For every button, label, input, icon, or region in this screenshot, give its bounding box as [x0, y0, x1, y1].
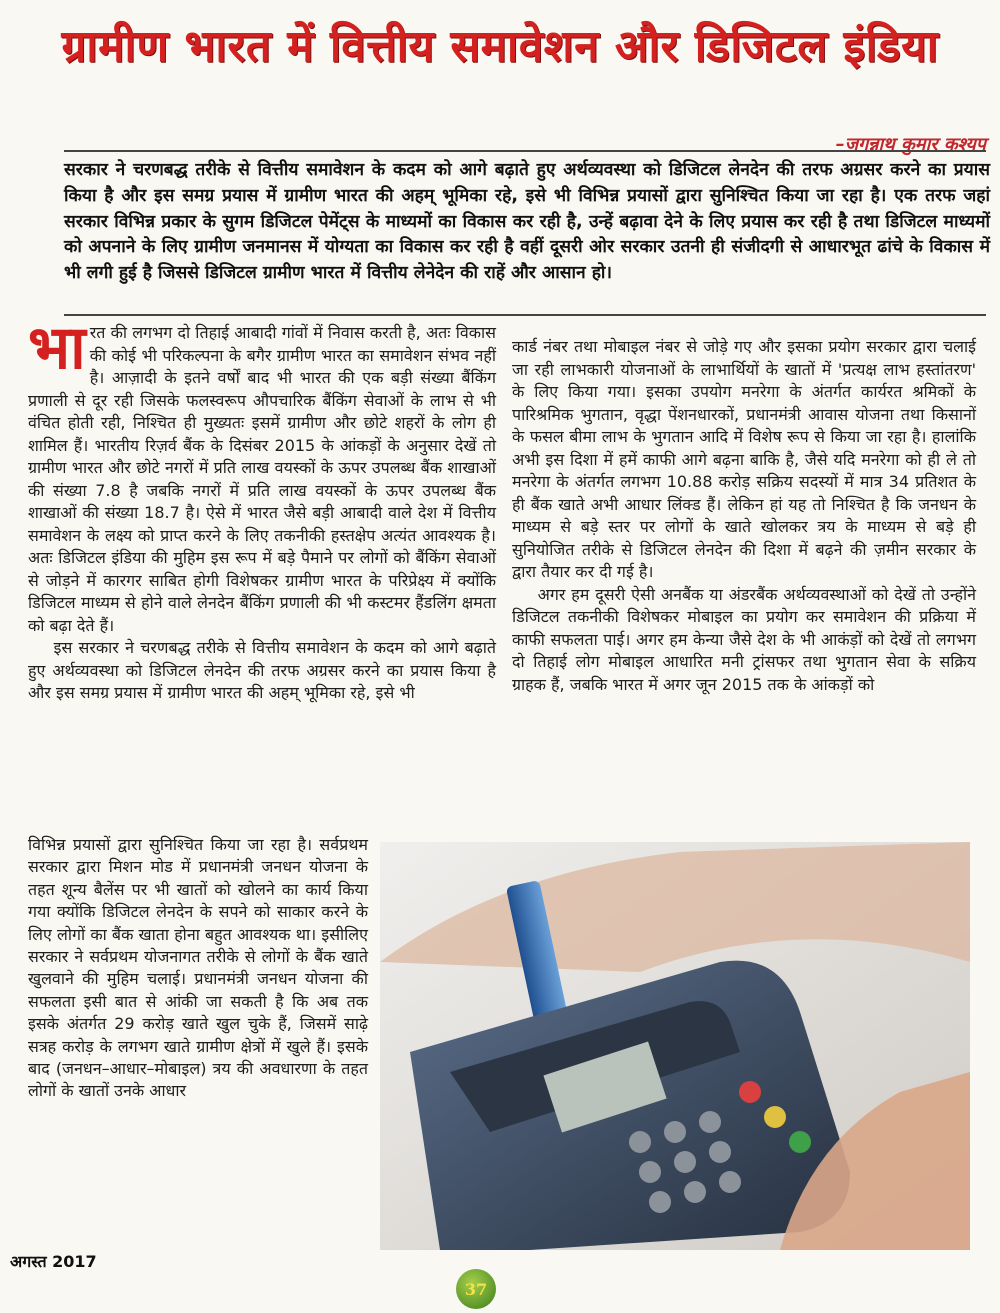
left-paragraph-2: इस सरकार ने चरणबद्ध तरीके से वित्तीय समावेशन के कदम को आगे बढ़ाते हुए अर्थव्यवस्था को डिजिटल लेनदेन की तरफ अग्रसर करने का प्रयास किया है और इस समग्र प्रयास में ग्रामीण भारत की अहम् भूमिका रहे, इसे भी — [28, 638, 496, 702]
page-number-badge: 37 — [456, 1269, 496, 1309]
author-byline: –जगन्नाथ कुमार कश्यप — [835, 134, 986, 155]
lead-paragraph: सरकार ने चरणबद्ध तरीके से वित्तीय समावेशन के कदम को आगे बढ़ाते हुए अर्थव्यवस्था को डिजिटल लेनदेन की तरफ अग्रसर करने का प्रयास किया है और इस समग्र प्रयास में ग्रामीण भारत की अहम् भूमिका रहे, इसे भी विभिन्न प्रयासों द्वारा सुनिश्चित किया जा रहा है। एक तरफ जहां सरकार विभिन्न प्रकार के सुगम डिजिटल पेमेंट्स के माध्यमों का विकास कर रही है, उन्हें बढ़ावा देने के लिए प्रयास कर रही है तथा डिजिटल माध्यमों को अपनाने के लिए ग्रामीण जनमानस में योग्यता का विकास कर रही है वहीं दूसरी ओर सरकार उतनी ही संजीदगी से आधारभूत ढांचे के विकास में भी लगी हुई है जिससे डिजिटल ग्रामीण भारत में वित्तीय लेनेदेन की राहें और आसान हो। — [64, 160, 990, 284]
right-column — [512, 336, 976, 696]
card-swipe-machine-photo — [380, 842, 970, 1250]
issue-date: अगस्त 2017 — [10, 1252, 97, 1271]
lead-bottom-rule — [64, 314, 986, 316]
left-paragraph-1 — [28, 313, 496, 637]
lead-top-rule — [64, 150, 986, 152]
card-machine-illustration — [380, 842, 970, 1250]
article-title: ग्रामीण भारत में वित्तीय समावेशन और डिजिटल इंडिया — [61, 21, 939, 72]
left-paragraph-2-continued: विभिन्न प्रयासों द्वारा सुनिश्चित किया जा रहा है। सर्वप्रथम सरकार द्वारा मिशन मोड में प्रधानमंत्री जनधन योजना के तहत शून्य बैलेंस पर भी खातों को खोलने का कार्य किया गया क्योंकि डिजिटल लेनदेन के सपने को साकार करने के लिए लोगों का बैंक खाता होना बहुत आवश्यक था। इसीलिए सरकार ने सर्वप्रथम योजनागत तरीके से लोगों के बैंक खाते खुलवाने की मुहिम चलाई। प्रधानमंत्री जनधन योजना की सफलता इसी बात से आंकी जा सकती है कि अब तक इसके अंतर्गत 29 करोड़ खाते खुल चुके हैं, जिसमें साढ़े सत्रह करोड़ के लगभग खाते ग्रामीण क्षेत्रों में खुले हैं। इसके बाद (जनधन–आधार–मोबाइल) त्रय की अवधारणा के तहत लोगों के खातों उनके आधार — [28, 835, 368, 1101]
drop-cap: भा — [28, 313, 86, 383]
left-column — [28, 313, 496, 705]
right-paragraph-2: अगर हम दूसरी ऐसी अनबैंक या अंडरबैंक अर्थव्यवस्थाओं को देखें तो उन्होंने डिजिटल तकनीकी विशेषकर मोबाइल का प्रयोग कर समावेशन की प्रक्रिया में काफी सफलता पाई। अगर हम केन्या जैसे देश के भी आकंड़ों को देखें तो लगभग दो तिहाई लोग मोबाइल आधारित मनी ट्रांसफर तथा भुगतान सेवा के सक्रिय ग्राहक हैं, जबकि भारत में अगर जून 2015 तक के आंकड़ों को — [512, 584, 976, 694]
left-paragraph-1-text: रत की लगभग दो तिहाई आबादी गांवों में निवास करती है, अतः विकास की कोई भी परिकल्पना के बगैर ग्रामीण भारत का समावेशन संभव नहीं है। आज़ादी के इतने वर्षों बाद भी भारत की एक बड़ी संख्या बैंकिंग प्रणाली से दूर रही जिसके फलस्वरूप औपचारिक बैंकिंग सेवाओं के लाभ से भी वंचित होती रही, निश्चित ही मुख्यतः इसमें ग्रामीण और छोटे शहरों के लोग ही शामिल हैं। भारतीय रिज़र्व बैंक के दिसंबर 2015 के आंकड़ों के अनुसार देखें तो ग्रामीण भारत और छोटे नगरों में प्रति लाख वयस्कों के ऊपर उपलब्ध बैंक शाखाओं की संख्या 7.8 है जबकि नगरों में प्रति लाख वयस्कों के ऊपर उपलब्ध बैंक शाखाओं की संख्या 18.7 है। ऐसे में भारत जैसे बड़ी आबादी वाले देश में वित्तीय समावेशन के लक्ष्य को प्राप्त करने के लिए तकनीकी हस्तक्षेप अत्यंत आवश्यक है। अतः डिजिटल इंडिया की मुहिम इस रूप में बड़े पैमाने पर लोगों को बैंकिंग सेवाओं से जोड़ने में कारगर साबित होगी विशेषकर ग्रामीण भारत के परिप्रेक्ष्य में क्योंकि डिजिटल माध्यम से होने वाले लेनदेन बैंकिंग प्रणाली की भी कस्टमर हैंडलिंग क्षमता को बढ़ा देते हैं। — [28, 323, 496, 635]
right-paragraph-1: कार्ड नंबर तथा मोबाइल नंबर से जोड़े गए और इसका प्रयोग सरकार द्वारा चलाई जा रही लाभकारी योजनाओं के लाभार्थियों के खातों में 'प्रत्यक्ष लाभ हस्तांतरण' के लिए किया गया। इसका उपयोग मनरेगा के अंतर्गत कार्यरत श्रमिकों के पारिश्रमिक भुगतान, वृद्धा पेंशनधारकों, प्रधानमंत्री आवास योजना तथा किसानों के फसल बीमा लाभ के भुगतान आदि में विशेष रूप से किया जा रहा है। हालांकि अभी इस दिशा में हमें काफी आगे बढ़ना बाकि है, जैसे यदि मनरेगा को ही ले तो मनरेगा के अंतर्गत लगभग 10.88 करोड़ सक्रिय सदस्यों में मात्र 34 प्रतिशत के ही बैंक खाते अभी आधार लिंक्ड हैं। लेकिन हां यह तो निश्चित है कि जनधन के माध्यम से बड़े स्तर पर लोगों के खाते खोलकर त्रय के माध्यम से बड़े ही सुनियोजित तरीके से डिजिटल लेनदेन की दिशा में बढ़ने की ज़मीन सरकार के द्वारा तैयार कर दी गई है। — [512, 337, 976, 581]
